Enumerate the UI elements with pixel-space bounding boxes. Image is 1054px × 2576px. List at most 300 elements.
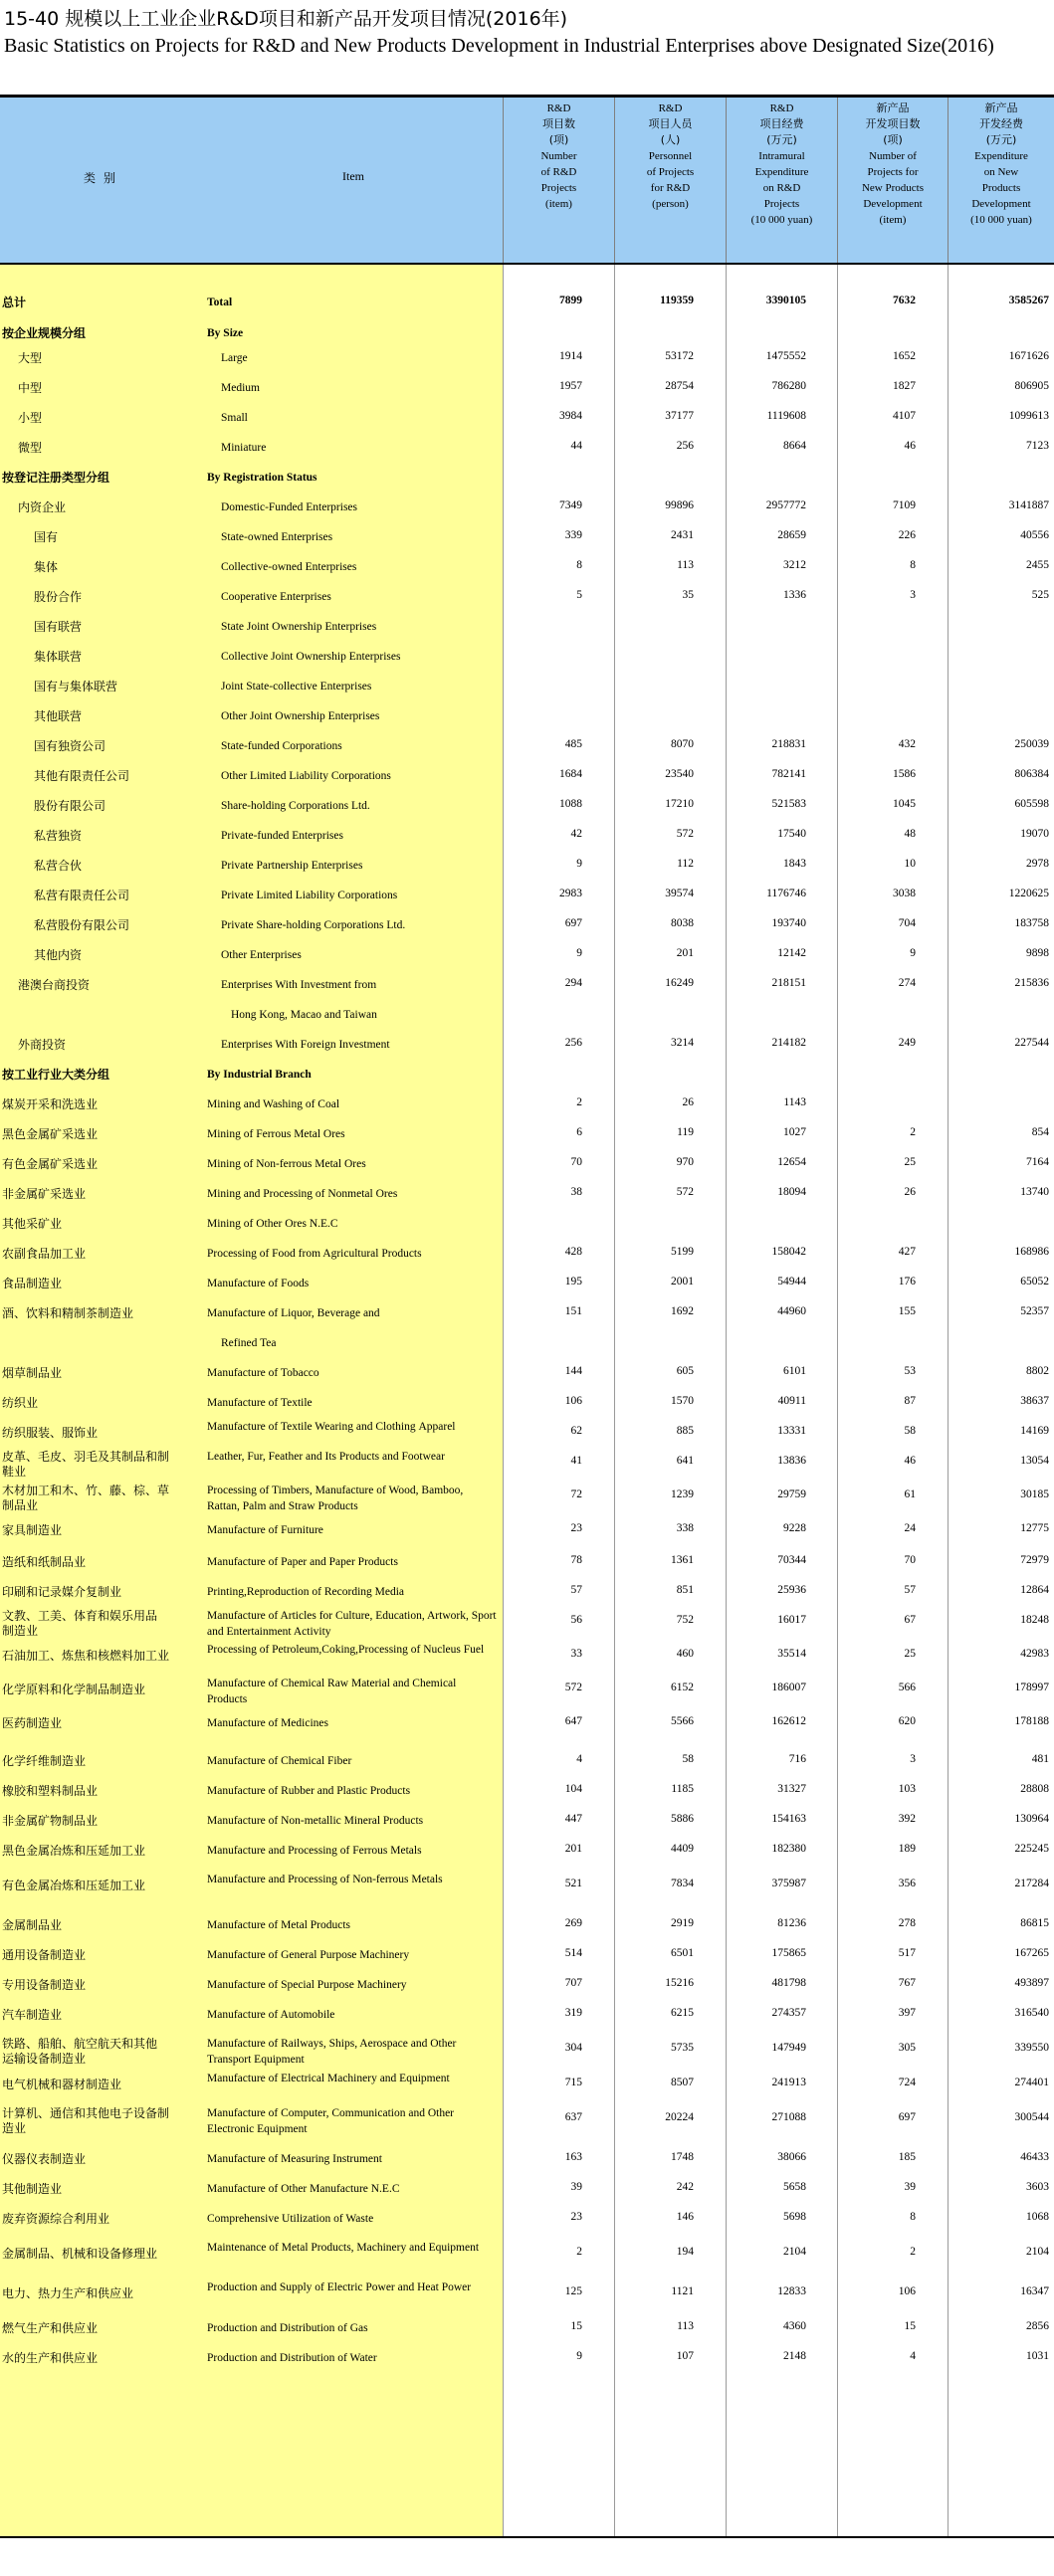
row-value-col1: 144 — [564, 1365, 582, 1377]
row-value-col4: 24 — [904, 1522, 916, 1534]
row-label-zh: 医药制造业 — [2, 1716, 63, 1730]
row-value-col5: 605598 — [1014, 798, 1049, 810]
row-value-col5: 2856 — [1026, 2320, 1049, 2332]
row-value-col1: 1088 — [559, 798, 582, 810]
row-value-col1: 637 — [564, 2111, 582, 2123]
row-value-col3: 12142 — [777, 947, 806, 959]
row-value-col3: 9228 — [783, 1522, 806, 1534]
row-value-col2: 20224 — [665, 2111, 694, 2123]
row-label-zh: 有色金属矿采选业 — [2, 1157, 99, 1171]
row-value-col3: 13331 — [777, 1425, 806, 1437]
row-value-col3: 162612 — [771, 1715, 806, 1727]
row-value-col3: 375987 — [771, 1878, 806, 1889]
row-value-col3: 158042 — [771, 1246, 806, 1258]
row-value-col1: 715 — [564, 2077, 582, 2088]
row-value-col2: 338 — [676, 1522, 694, 1534]
header-line: Products — [981, 182, 1021, 194]
row-value-col3: 2148 — [783, 2350, 806, 2362]
row-label-zh: 国有与集体联营 — [34, 680, 118, 694]
row-value-col5: 806905 — [1014, 380, 1049, 392]
row-value-col3: 44960 — [777, 1305, 806, 1317]
row-value-col3: 16017 — [777, 1614, 806, 1626]
row-value-col4: 397 — [898, 2007, 916, 2019]
row-label-en: Processing of Food from Agricultural Products — [207, 1248, 422, 1260]
row-value-col4: 10 — [904, 858, 916, 870]
row-value-col5: 167265 — [1014, 1947, 1049, 1959]
row-value-col5: 1068 — [1026, 2211, 1049, 2223]
row-value-col1: 697 — [564, 917, 582, 929]
row-value-col4: 26 — [904, 1186, 916, 1198]
row-value-col1: 647 — [564, 1715, 582, 1727]
row-label-en: Manufacture of General Purpose Machinery — [207, 1949, 410, 1961]
row-value-col1: 256 — [564, 1037, 582, 1049]
row-value-col5: 2104 — [1026, 2246, 1049, 2258]
row-value-col4: 155 — [898, 1305, 916, 1317]
row-value-col3: 25936 — [777, 1584, 806, 1596]
row-value-col3: 4360 — [783, 2320, 806, 2332]
row-label-en: Medium — [221, 382, 260, 394]
row-value-col3: 193740 — [771, 917, 806, 929]
row-value-col2: 572 — [676, 1186, 694, 1198]
row-label-zh: 烟草制品业 — [2, 1366, 63, 1380]
row-value-col5: 8802 — [1026, 1365, 1049, 1377]
row-value-col3: 18094 — [777, 1186, 806, 1198]
row-value-col4: 8 — [910, 559, 916, 571]
row-value-col2: 2001 — [671, 1276, 694, 1288]
row-value-col4: 1586 — [893, 768, 916, 780]
row-value-col2: 37177 — [665, 410, 694, 422]
row-value-col5: 14169 — [1020, 1425, 1049, 1437]
row-value-col2: 851 — [676, 1584, 694, 1596]
row-label-en: Manufacture of Railways, Ships, Aerospace and Other Transport Equipment — [207, 2038, 457, 2066]
row-value-col1: 9 — [576, 947, 582, 959]
header-line: of R&D — [540, 166, 577, 178]
row-value-col2: 605 — [676, 1365, 694, 1377]
row-value-col2: 1239 — [671, 1488, 694, 1500]
row-value-col2: 23540 — [665, 768, 694, 780]
row-value-col1: 1957 — [559, 380, 582, 392]
row-label-en: Maintenance of Metal Products, Machinery and Equipment — [207, 2242, 480, 2254]
header-column-3 — [726, 98, 837, 263]
row-value-col2: 885 — [676, 1425, 694, 1437]
header-line: 项目人员 — [648, 117, 693, 130]
row-label-en: Manufacture of Tobacco — [207, 1367, 319, 1379]
row-label-en: Mining and Washing of Coal — [207, 1098, 340, 1110]
row-value-col4: 7632 — [893, 295, 916, 306]
row-label-en: Manufacture of Computer, Communication and Other Electronic Equipment — [207, 2107, 455, 2135]
row-value-col3: 12654 — [777, 1156, 806, 1168]
row-value-col5: 178997 — [1014, 1682, 1049, 1693]
row-value-col3: 1143 — [783, 1096, 806, 1108]
row-value-col4: 106 — [898, 2285, 916, 2297]
row-value-col4: 67 — [904, 1614, 916, 1626]
row-value-col4: 61 — [904, 1488, 916, 1500]
header-line: Intramural — [758, 150, 805, 162]
header-line: R&D — [658, 102, 683, 114]
row-value-col1: 23 — [570, 1522, 582, 1534]
row-value-col5: 7123 — [1026, 440, 1049, 452]
row-value-col5: 316540 — [1014, 2007, 1049, 2019]
row-value-col3: 3390105 — [765, 295, 806, 306]
row-label-en: Manufacture of Rubber and Plastic Products — [207, 1785, 411, 1797]
row-value-col2: 6501 — [671, 1947, 694, 1959]
row-value-col5: 38637 — [1020, 1395, 1049, 1407]
row-label-zh: 废弃资源综合利用业 — [2, 2212, 110, 2226]
row-label-en: Small — [221, 412, 248, 424]
row-value-col3: 8664 — [783, 440, 806, 452]
row-label-zh: 皮革、毛皮、羽毛及其制品和制 鞋业 — [2, 1450, 170, 1479]
row-value-col2: 194 — [676, 2246, 694, 2258]
row-value-col4: 2 — [910, 2246, 916, 2258]
row-value-col3: 6101 — [783, 1365, 806, 1377]
row-label-en: Other Limited Liability Corporations — [221, 770, 391, 782]
row-value-col1: 572 — [564, 1682, 582, 1693]
row-label-zh: 私营股份有限公司 — [34, 918, 130, 932]
row-label-en: Manufacture of Metal Products — [207, 1919, 351, 1931]
header-column-2 — [614, 98, 726, 263]
row-value-col1: 1914 — [559, 350, 582, 362]
row-value-col3: 182380 — [771, 1843, 806, 1855]
row-value-col4: 278 — [898, 1917, 916, 1929]
row-value-col1: 521 — [564, 1878, 582, 1889]
row-label-zh: 外商投资 — [18, 1038, 67, 1052]
row-label-zh: 小型 — [18, 411, 43, 425]
row-value-col5: 13054 — [1020, 1455, 1049, 1467]
row-label-en: Manufacture of Textile Wearing and Clothing Apparel — [207, 1421, 456, 1433]
row-label-en: Domestic-Funded Enterprises — [221, 501, 358, 513]
row-label-en: Manufacture of Paper and Paper Products — [207, 1556, 398, 1568]
row-value-col5: 30185 — [1020, 1488, 1049, 1500]
row-value-col1: 151 — [564, 1305, 582, 1317]
header-line: Projects — [763, 198, 800, 210]
row-value-col3: 147949 — [771, 2042, 806, 2054]
header-line: 项目数 — [542, 117, 575, 130]
row-label-en: Processing of Petroleum,Coking,Processing of Nucleus Fuel — [207, 1644, 485, 1656]
row-label-zh: 其他有限责任公司 — [34, 769, 130, 783]
row-value-col2: 16249 — [665, 977, 694, 989]
row-value-col5: 86815 — [1020, 1917, 1049, 1929]
row-value-col2: 5886 — [671, 1813, 694, 1825]
row-value-col1: 15 — [570, 2320, 582, 2332]
row-value-col5: 18248 — [1020, 1614, 1049, 1626]
header-line: Projects — [540, 182, 577, 194]
header-line: 项目经费 — [759, 117, 804, 130]
row-label-zh: 食品制造业 — [2, 1277, 63, 1290]
row-value-col1: 428 — [564, 1246, 582, 1258]
row-value-col3: 2957772 — [765, 499, 806, 511]
row-value-col2: 2919 — [671, 1917, 694, 1929]
row-value-col1: 294 — [564, 977, 582, 989]
row-value-col3: 28659 — [777, 529, 806, 541]
row-label-zh: 黑色金属冶炼和压延加工业 — [2, 1844, 146, 1858]
header-line: Number — [540, 150, 577, 162]
row-value-col5: 13740 — [1020, 1186, 1049, 1198]
row-value-col1: 447 — [564, 1813, 582, 1825]
row-label-en: Leather, Fur, Feather and Its Products and Footwear — [207, 1451, 445, 1463]
row-label-zh: 酒、饮料和精制茶制造业 — [2, 1306, 134, 1320]
row-value-col2: 5566 — [671, 1715, 694, 1727]
row-value-col3: 154163 — [771, 1813, 806, 1825]
row-label-en: Manufacture of Chemical Fiber — [207, 1755, 352, 1767]
row-label-en: Manufacture and Processing of Non-ferrous Metals — [207, 1874, 443, 1885]
row-value-col4: 4107 — [893, 410, 916, 422]
row-value-col5: 7164 — [1026, 1156, 1049, 1168]
row-value-col4: 25 — [904, 1156, 916, 1168]
row-value-col4: 87 — [904, 1395, 916, 1407]
row-value-col5: 225245 — [1014, 1843, 1049, 1855]
row-label-en: Manufacture of Special Purpose Machinery — [207, 1979, 407, 1991]
row-value-col4: 53 — [904, 1365, 916, 1377]
row-value-col5: 854 — [1031, 1126, 1049, 1138]
row-value-col1: 4 — [576, 1753, 582, 1765]
row-value-col2: 1121 — [671, 2285, 694, 2297]
header-line: 新产品 — [876, 101, 910, 114]
row-value-col2: 113 — [677, 2320, 694, 2332]
row-value-col5: 493897 — [1014, 1977, 1049, 1989]
row-value-col5: 300544 — [1014, 2111, 1049, 2123]
row-value-col1: 62 — [570, 1425, 582, 1437]
row-value-col4: 3 — [910, 1753, 916, 1765]
header-line: Personnel — [648, 150, 693, 162]
row-label-en: By Registration Status — [207, 472, 317, 484]
row-value-col4: 432 — [898, 738, 916, 750]
row-value-col1: 195 — [564, 1276, 582, 1288]
row-value-col1: 485 — [564, 738, 582, 750]
row-value-col5: 806384 — [1014, 768, 1049, 780]
row-label-en: Manufacture of Medicines — [207, 1717, 328, 1729]
row-value-col2: 4409 — [671, 1843, 694, 1855]
row-value-col2: 119359 — [660, 295, 694, 306]
row-value-col5: 250039 — [1014, 738, 1049, 750]
row-label-en: Manufacture of Chemical Raw Material and Chemical Products — [207, 1678, 457, 1705]
row-value-col4: 620 — [898, 1715, 916, 1727]
row-value-col4: 9 — [910, 947, 916, 959]
row-value-col2: 256 — [676, 440, 694, 452]
row-label-en: Enterprises With Investment from — [221, 979, 377, 991]
row-label-en: Joint State-collective Enterprises — [221, 681, 372, 693]
row-label-en: Manufacture of Other Manufacture N.E.C — [207, 2183, 400, 2195]
row-value-col5: 46433 — [1020, 2151, 1049, 2163]
column-separator — [948, 265, 949, 2536]
row-label-zh: 有色金属冶炼和压延加工业 — [2, 1879, 146, 1892]
row-value-col3: 54944 — [777, 1276, 806, 1288]
row-label-en: Other Enterprises — [221, 949, 302, 961]
row-value-col2: 99896 — [665, 499, 694, 511]
row-value-col3: 782141 — [771, 768, 806, 780]
row-value-col4: 274 — [898, 977, 916, 989]
row-label-en: Manufacture of Liquor, Beverage and — [207, 1307, 380, 1319]
row-value-col1: 304 — [564, 2042, 582, 2054]
row-label-zh: 股份合作 — [34, 590, 83, 604]
header-line: (万元) — [985, 133, 1017, 146]
row-label-en: Enterprises With Foreign Investment — [221, 1039, 390, 1051]
row-value-col5: 3141887 — [1008, 499, 1049, 511]
row-value-col1: 125 — [564, 2285, 582, 2297]
row-value-col3: 2104 — [783, 2246, 806, 2258]
row-value-col3: 31327 — [777, 1783, 806, 1795]
row-value-col4: 176 — [898, 1276, 916, 1288]
row-value-col5: 3603 — [1026, 2181, 1049, 2193]
row-value-col3: 481798 — [771, 1977, 806, 1989]
row-value-col5: 178188 — [1014, 1715, 1049, 1727]
row-value-col5: 12864 — [1020, 1584, 1049, 1596]
row-value-col1: 56 — [570, 1614, 582, 1626]
header-line: 开发项目数 — [865, 117, 921, 130]
row-value-col2: 5735 — [671, 2042, 694, 2054]
row-label-en: Manufacture of Furniture — [207, 1524, 323, 1536]
row-value-col3: 1027 — [783, 1126, 806, 1138]
row-value-col2: 7834 — [671, 1878, 694, 1889]
header-line: for R&D — [650, 182, 691, 194]
header-line: (项) — [883, 133, 903, 146]
row-value-col5: 217284 — [1014, 1878, 1049, 1889]
row-label-zh: 计算机、通信和其他电子设备制 造业 — [2, 2106, 170, 2135]
row-value-col3: 1843 — [783, 858, 806, 870]
row-label-en: Manufacture of Non-metallic Mineral Products — [207, 1815, 424, 1827]
row-label-en: Refined Tea — [221, 1337, 277, 1349]
header-line: (万元) — [766, 133, 797, 146]
row-value-col4: 185 — [898, 2151, 916, 2163]
row-value-col3: 35514 — [777, 1648, 806, 1660]
header-line: 开发经费 — [979, 117, 1023, 130]
header-line: Development — [971, 198, 1031, 210]
row-label-en: Comprehensive Utilization of Waste — [207, 2213, 374, 2225]
row-label-zh: 橡胶和塑料制品业 — [2, 1784, 99, 1798]
header-item-en: Item — [342, 169, 364, 183]
row-value-col4: 8 — [910, 2211, 916, 2223]
row-value-col1: 23 — [570, 2211, 582, 2223]
row-label-en: Manufacture of Automobile — [207, 2009, 335, 2021]
row-value-col2: 107 — [676, 2350, 694, 2362]
row-label-en: Mining and Processing of Nonmetal Ores — [207, 1188, 398, 1200]
row-label-zh: 黑色金属矿采选业 — [2, 1127, 99, 1141]
row-value-col4: 46 — [904, 440, 916, 452]
row-label-zh: 总计 — [2, 296, 27, 309]
row-value-col4: 724 — [898, 2077, 916, 2088]
row-label-zh: 金属制品业 — [2, 1918, 63, 1932]
row-value-col5: 1220625 — [1008, 888, 1049, 899]
header-line: (person) — [652, 198, 689, 210]
header-column-1 — [503, 98, 614, 263]
row-value-col1: 319 — [564, 2007, 582, 2019]
row-label-en: Share-holding Corporations Ltd. — [221, 800, 370, 812]
row-label-zh: 国有独资公司 — [34, 739, 106, 753]
row-value-col3: 17540 — [777, 828, 806, 840]
row-label-en: Hong Kong, Macao and Taiwan — [231, 1009, 377, 1021]
row-value-col3: 521583 — [771, 798, 806, 810]
row-value-col1: 9 — [576, 2350, 582, 2362]
row-label-en: By Size — [207, 327, 244, 339]
row-label-zh: 国有 — [34, 530, 59, 544]
row-label-zh: 非金属矿采选业 — [2, 1187, 87, 1201]
row-value-col1: 269 — [564, 1917, 582, 1929]
row-label-en: Large — [221, 352, 248, 364]
row-value-col5: 215836 — [1014, 977, 1049, 989]
row-value-col1: 201 — [564, 1843, 582, 1855]
row-value-col1: 7349 — [559, 499, 582, 511]
row-label-zh: 仪器仪表制造业 — [2, 2152, 87, 2166]
row-label-zh: 造纸和纸制品业 — [2, 1555, 87, 1569]
row-label-zh: 按企业规模分组 — [2, 326, 87, 340]
row-label-zh: 煤炭开采和洗选业 — [2, 1097, 99, 1111]
row-value-col1: 1684 — [559, 768, 582, 780]
row-label-en: Printing,Reproduction of Recording Media — [207, 1586, 405, 1598]
row-value-col2: 53172 — [665, 350, 694, 362]
row-label-zh: 化学原料和化学制品制造业 — [2, 1683, 146, 1696]
row-value-col2: 113 — [677, 559, 694, 571]
row-value-col5: 42983 — [1020, 1648, 1049, 1660]
row-value-col5: 9898 — [1026, 947, 1049, 959]
row-label-zh: 私营有限责任公司 — [34, 889, 130, 902]
row-value-col5: 65052 — [1020, 1276, 1049, 1288]
row-value-col1: 38 — [570, 1186, 582, 1198]
row-value-col1: 70 — [570, 1156, 582, 1168]
row-value-col3: 5698 — [783, 2211, 806, 2223]
row-value-col4: 15 — [904, 2320, 916, 2332]
row-value-col2: 28754 — [665, 380, 694, 392]
row-label-en: Collective Joint Ownership Enterprises — [221, 651, 401, 663]
row-value-col1: 6 — [576, 1126, 582, 1138]
row-value-col4: 1652 — [893, 350, 916, 362]
row-label-en: Private Partnership Enterprises — [221, 860, 363, 872]
row-value-col4: 39 — [904, 2181, 916, 2193]
row-value-col2: 112 — [677, 858, 694, 870]
row-value-col2: 146 — [676, 2211, 694, 2223]
row-value-col1: 33 — [570, 1648, 582, 1660]
row-value-col2: 5199 — [671, 1246, 694, 1258]
row-label-zh: 专用设备制造业 — [2, 1978, 87, 1992]
row-label-en: Private Share-holding Corporations Ltd. — [221, 919, 406, 931]
row-label-en: Other Joint Ownership Enterprises — [221, 710, 380, 722]
row-value-col4: 767 — [898, 1977, 916, 1989]
row-label-zh: 非金属矿物制品业 — [2, 1814, 99, 1828]
row-value-col1: 78 — [570, 1554, 582, 1566]
row-value-col1: 163 — [564, 2151, 582, 2163]
row-value-col1: 41 — [570, 1455, 582, 1467]
row-value-col1: 104 — [564, 1783, 582, 1795]
row-value-col2: 119 — [677, 1126, 694, 1138]
row-value-col3: 186007 — [771, 1682, 806, 1693]
row-value-col2: 201 — [676, 947, 694, 959]
row-value-col2: 6215 — [671, 2007, 694, 2019]
row-value-col3: 38066 — [777, 2151, 806, 2163]
row-label-en: State-funded Corporations — [221, 740, 342, 752]
row-label-en: Manufacture of Measuring Instrument — [207, 2153, 382, 2165]
row-value-col4: 249 — [898, 1037, 916, 1049]
row-label-en: Private-funded Enterprises — [221, 830, 343, 842]
row-value-col5: 130964 — [1014, 1813, 1049, 1825]
row-value-col3: 218151 — [771, 977, 806, 989]
row-value-col4: 48 — [904, 828, 916, 840]
row-value-col2: 1748 — [671, 2151, 694, 2163]
row-value-col5: 28808 — [1020, 1783, 1049, 1795]
header-line: on R&D — [762, 182, 801, 194]
row-value-col1: 39 — [570, 2181, 582, 2193]
row-value-col2: 8038 — [671, 917, 694, 929]
row-value-col4: 189 — [898, 1843, 916, 1855]
row-label-zh: 港澳台商投资 — [18, 978, 91, 992]
row-value-col2: 17210 — [665, 798, 694, 810]
row-label-en: Private Limited Liability Corporations — [221, 890, 398, 901]
row-value-col4: 1045 — [893, 798, 916, 810]
row-value-col1: 514 — [564, 1947, 582, 1959]
row-value-col4: 356 — [898, 1878, 916, 1889]
row-label-en: By Industrial Branch — [207, 1069, 312, 1081]
row-label-en: Manufacture of Textile — [207, 1397, 313, 1409]
header-category-cell — [0, 98, 503, 263]
row-value-col3: 274357 — [771, 2007, 806, 2019]
row-value-col3: 786280 — [771, 380, 806, 392]
